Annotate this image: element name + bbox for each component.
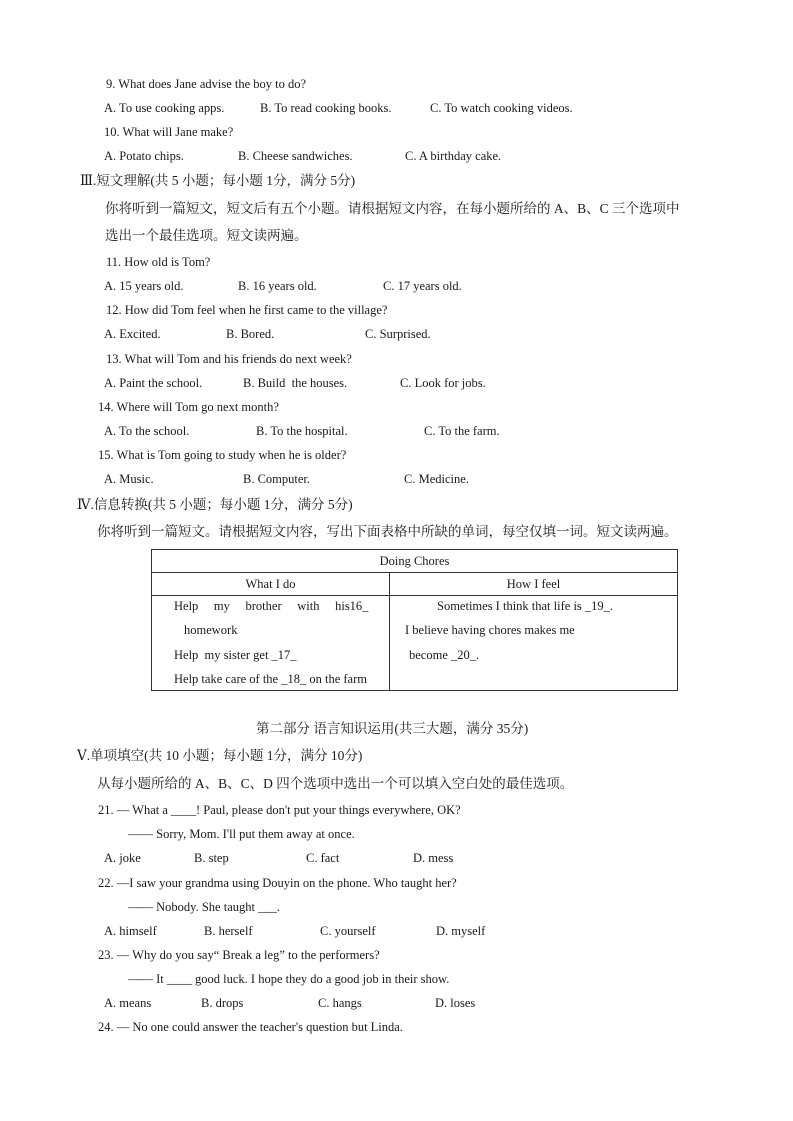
- question-22-option-d: D. myself: [436, 924, 486, 938]
- question-12-stem: 12. How did Tom feel when he first came to the village?: [106, 303, 388, 317]
- question-22-option-c: C. yourself: [320, 924, 376, 938]
- table-left-line-2: homework: [184, 623, 238, 637]
- section-3-instruction-line-2: 选出一个最佳选项。短文读两遍。: [105, 228, 308, 243]
- question-15-option-a: A. Music.: [104, 472, 154, 486]
- question-22-line-1: 22. —I saw your grandma using Douyin on the phone. Who taught her?: [98, 876, 457, 890]
- doing-chores-table: [151, 549, 678, 691]
- question-23-option-c: C. hangs: [318, 996, 362, 1010]
- question-24-line-1: 24. — No one could answer the teacher's question but Linda.: [98, 1020, 403, 1034]
- question-10-option-a: A. Potato chips.: [104, 149, 184, 163]
- question-14-option-a: A. To the school.: [104, 424, 190, 438]
- table-left-line-4: Help take care of the _18_ on the farm: [174, 672, 367, 686]
- question-9-option-a: A. To use cooking apps.: [104, 101, 225, 115]
- table-left-line-3: Help my sister get _17_: [174, 648, 297, 662]
- table-header-how-i-feel: How I feel: [390, 573, 678, 596]
- question-14-option-c: C. To the farm.: [424, 424, 500, 438]
- question-21-option-d: D. mess: [413, 851, 454, 865]
- table-cell-what-i-do: [152, 596, 390, 691]
- table-left-line-1: Help my brother with his16_: [174, 599, 369, 613]
- question-22-option-b: B. herself: [204, 924, 253, 938]
- question-15-option-c: C. Medicine.: [404, 472, 469, 486]
- question-23-option-b: B. drops: [201, 996, 244, 1010]
- question-14-option-b: B. To the hospital.: [256, 424, 348, 438]
- table-right-line-3: become _20_.: [409, 648, 480, 662]
- question-21-line-1: 21. — What a ____! Paul, please don't put your things everywhere, OK?: [98, 803, 461, 817]
- section-3-heading: Ⅲ.短文理解(共 5 小题；每小题 1分，满分 5分): [80, 173, 356, 188]
- part-2-heading: 第二部分 语言知识运用(共三大题，满分 35分): [256, 721, 529, 736]
- question-11-option-c: C. 17 years old.: [383, 279, 462, 293]
- question-13-option-a: A. Paint the school.: [104, 376, 203, 390]
- question-9-option-c: C. To watch cooking videos.: [430, 101, 573, 115]
- question-10-option-c: C. A birthday cake.: [405, 149, 502, 163]
- question-13-stem: 13. What will Tom and his friends do next week?: [106, 352, 352, 366]
- question-23-line-2: —— It ____ good luck. I hope they do a good job in their show.: [128, 972, 450, 986]
- table-title: Doing Chores: [152, 550, 678, 573]
- question-9-stem: 9. What does Jane advise the boy to do?: [106, 77, 307, 91]
- table-header-what-i-do: What I do: [152, 573, 390, 596]
- question-22-option-a: A. himself: [104, 924, 157, 938]
- question-12-option-a: A. Excited.: [104, 327, 161, 341]
- question-15-option-b: B. Computer.: [243, 472, 311, 486]
- question-10-stem: 10. What will Jane make?: [104, 125, 234, 139]
- question-11-option-b: B. 16 years old.: [238, 279, 317, 293]
- question-21-option-b: B. step: [194, 851, 229, 865]
- question-21-line-2: —— Sorry, Mom. I'll put them away at once.: [128, 827, 355, 841]
- section-4-instruction: 你将听到一篇短文。请根据短文内容，写出下面表格中所缺的单词，每空仅填一词。短文读两遍。: [97, 524, 678, 539]
- question-13-option-b: B. Build the houses.: [243, 376, 348, 390]
- question-22-line-2: —— Nobody. She taught ___.: [128, 900, 280, 914]
- table-cell-how-i-feel: [390, 596, 678, 691]
- question-11-stem: 11. How old is Tom?: [106, 255, 211, 269]
- question-21-option-a: A. joke: [104, 851, 141, 865]
- question-21-option-c: C. fact: [306, 851, 340, 865]
- table-right-line-2: I believe having chores makes me: [405, 623, 575, 637]
- question-13-option-c: C. Look for jobs.: [400, 376, 486, 390]
- question-11-option-a: A. 15 years old.: [104, 279, 184, 293]
- question-12-option-c: C. Surprised.: [365, 327, 431, 341]
- section-5-instruction: 从每小题所给的 A、B、C、D 四个选项中选出一个可以填入空白处的最佳选项。: [97, 776, 574, 791]
- question-12-option-b: B. Bored.: [226, 327, 275, 341]
- question-9-option-b: B. To read cooking books.: [260, 101, 392, 115]
- question-14-stem: 14. Where will Tom go next month?: [98, 400, 279, 414]
- table-right-line-1: Sometimes I think that life is _19_.: [437, 599, 614, 613]
- section-4-heading: Ⅳ.信息转换(共 5 小题；每小题 1分，满分 5分): [77, 497, 353, 512]
- question-23-option-d: D. loses: [435, 996, 476, 1010]
- question-23-option-a: A. means: [104, 996, 152, 1010]
- section-5-heading: Ⅴ.单项填空(共 10 小题；每小题 1分，满分 10分): [77, 748, 363, 763]
- question-23-line-1: 23. — Why do you say“ Break a leg” to the performers?: [98, 948, 380, 962]
- question-15-stem: 15. What is Tom going to study when he is older?: [98, 448, 347, 462]
- section-3-instruction-line-1: 你将听到一篇短文，短文后有五个小题。请根据短文内容，在每小题所给的 A、B、C 三个选项中: [105, 201, 680, 216]
- question-10-option-b: B. Cheese sandwiches.: [238, 149, 353, 163]
